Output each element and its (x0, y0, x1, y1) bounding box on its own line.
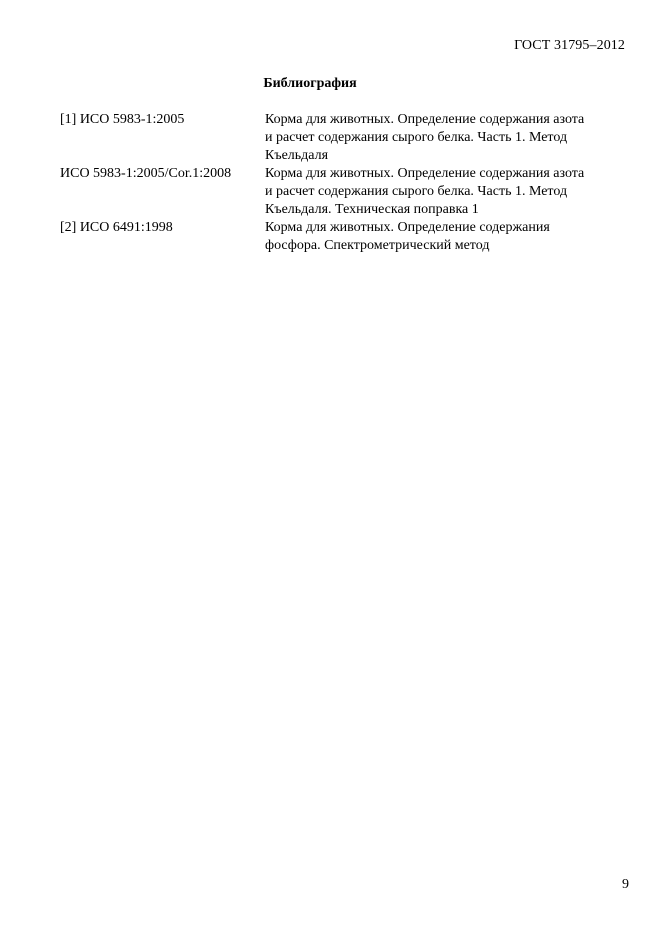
description-line: Корма для животных. Определение содержания азота (265, 166, 585, 181)
page-number: 9 (622, 877, 629, 892)
bibliography-entry (60, 219, 630, 255)
reference-number: ИСО 5983-1:2005/Cor.1:2008 (60, 166, 232, 181)
description-line: Къельдаля. Техническая поправка 1 (265, 202, 479, 217)
bibliography-entry (60, 111, 630, 165)
reference-description (265, 219, 630, 255)
description-line: и расчет содержания сырого белка. Часть 1. Метод (265, 130, 568, 145)
reference-number: [2] ИСО 6491:1998 (60, 220, 173, 235)
description-line: Корма для животных. Определение содержания (265, 220, 550, 235)
bibliography-list (60, 111, 630, 255)
reference-description (265, 165, 630, 219)
reference-number: [1] ИСО 5983-1:2005 (60, 112, 185, 127)
description-line: фосфора. Спектрометрический метод (265, 238, 490, 253)
description-line: и расчет содержания сырого белка. Часть 1. Метод (265, 184, 568, 199)
description-line: Къельдаля (265, 148, 329, 163)
bibliography-title: Библиография (263, 76, 357, 91)
standard-code: ГОСТ 31795–2012 (514, 38, 625, 53)
reference-description (265, 111, 630, 165)
bibliography-entry (60, 165, 630, 219)
description-line: Корма для животных. Определение содержания азота (265, 112, 585, 127)
